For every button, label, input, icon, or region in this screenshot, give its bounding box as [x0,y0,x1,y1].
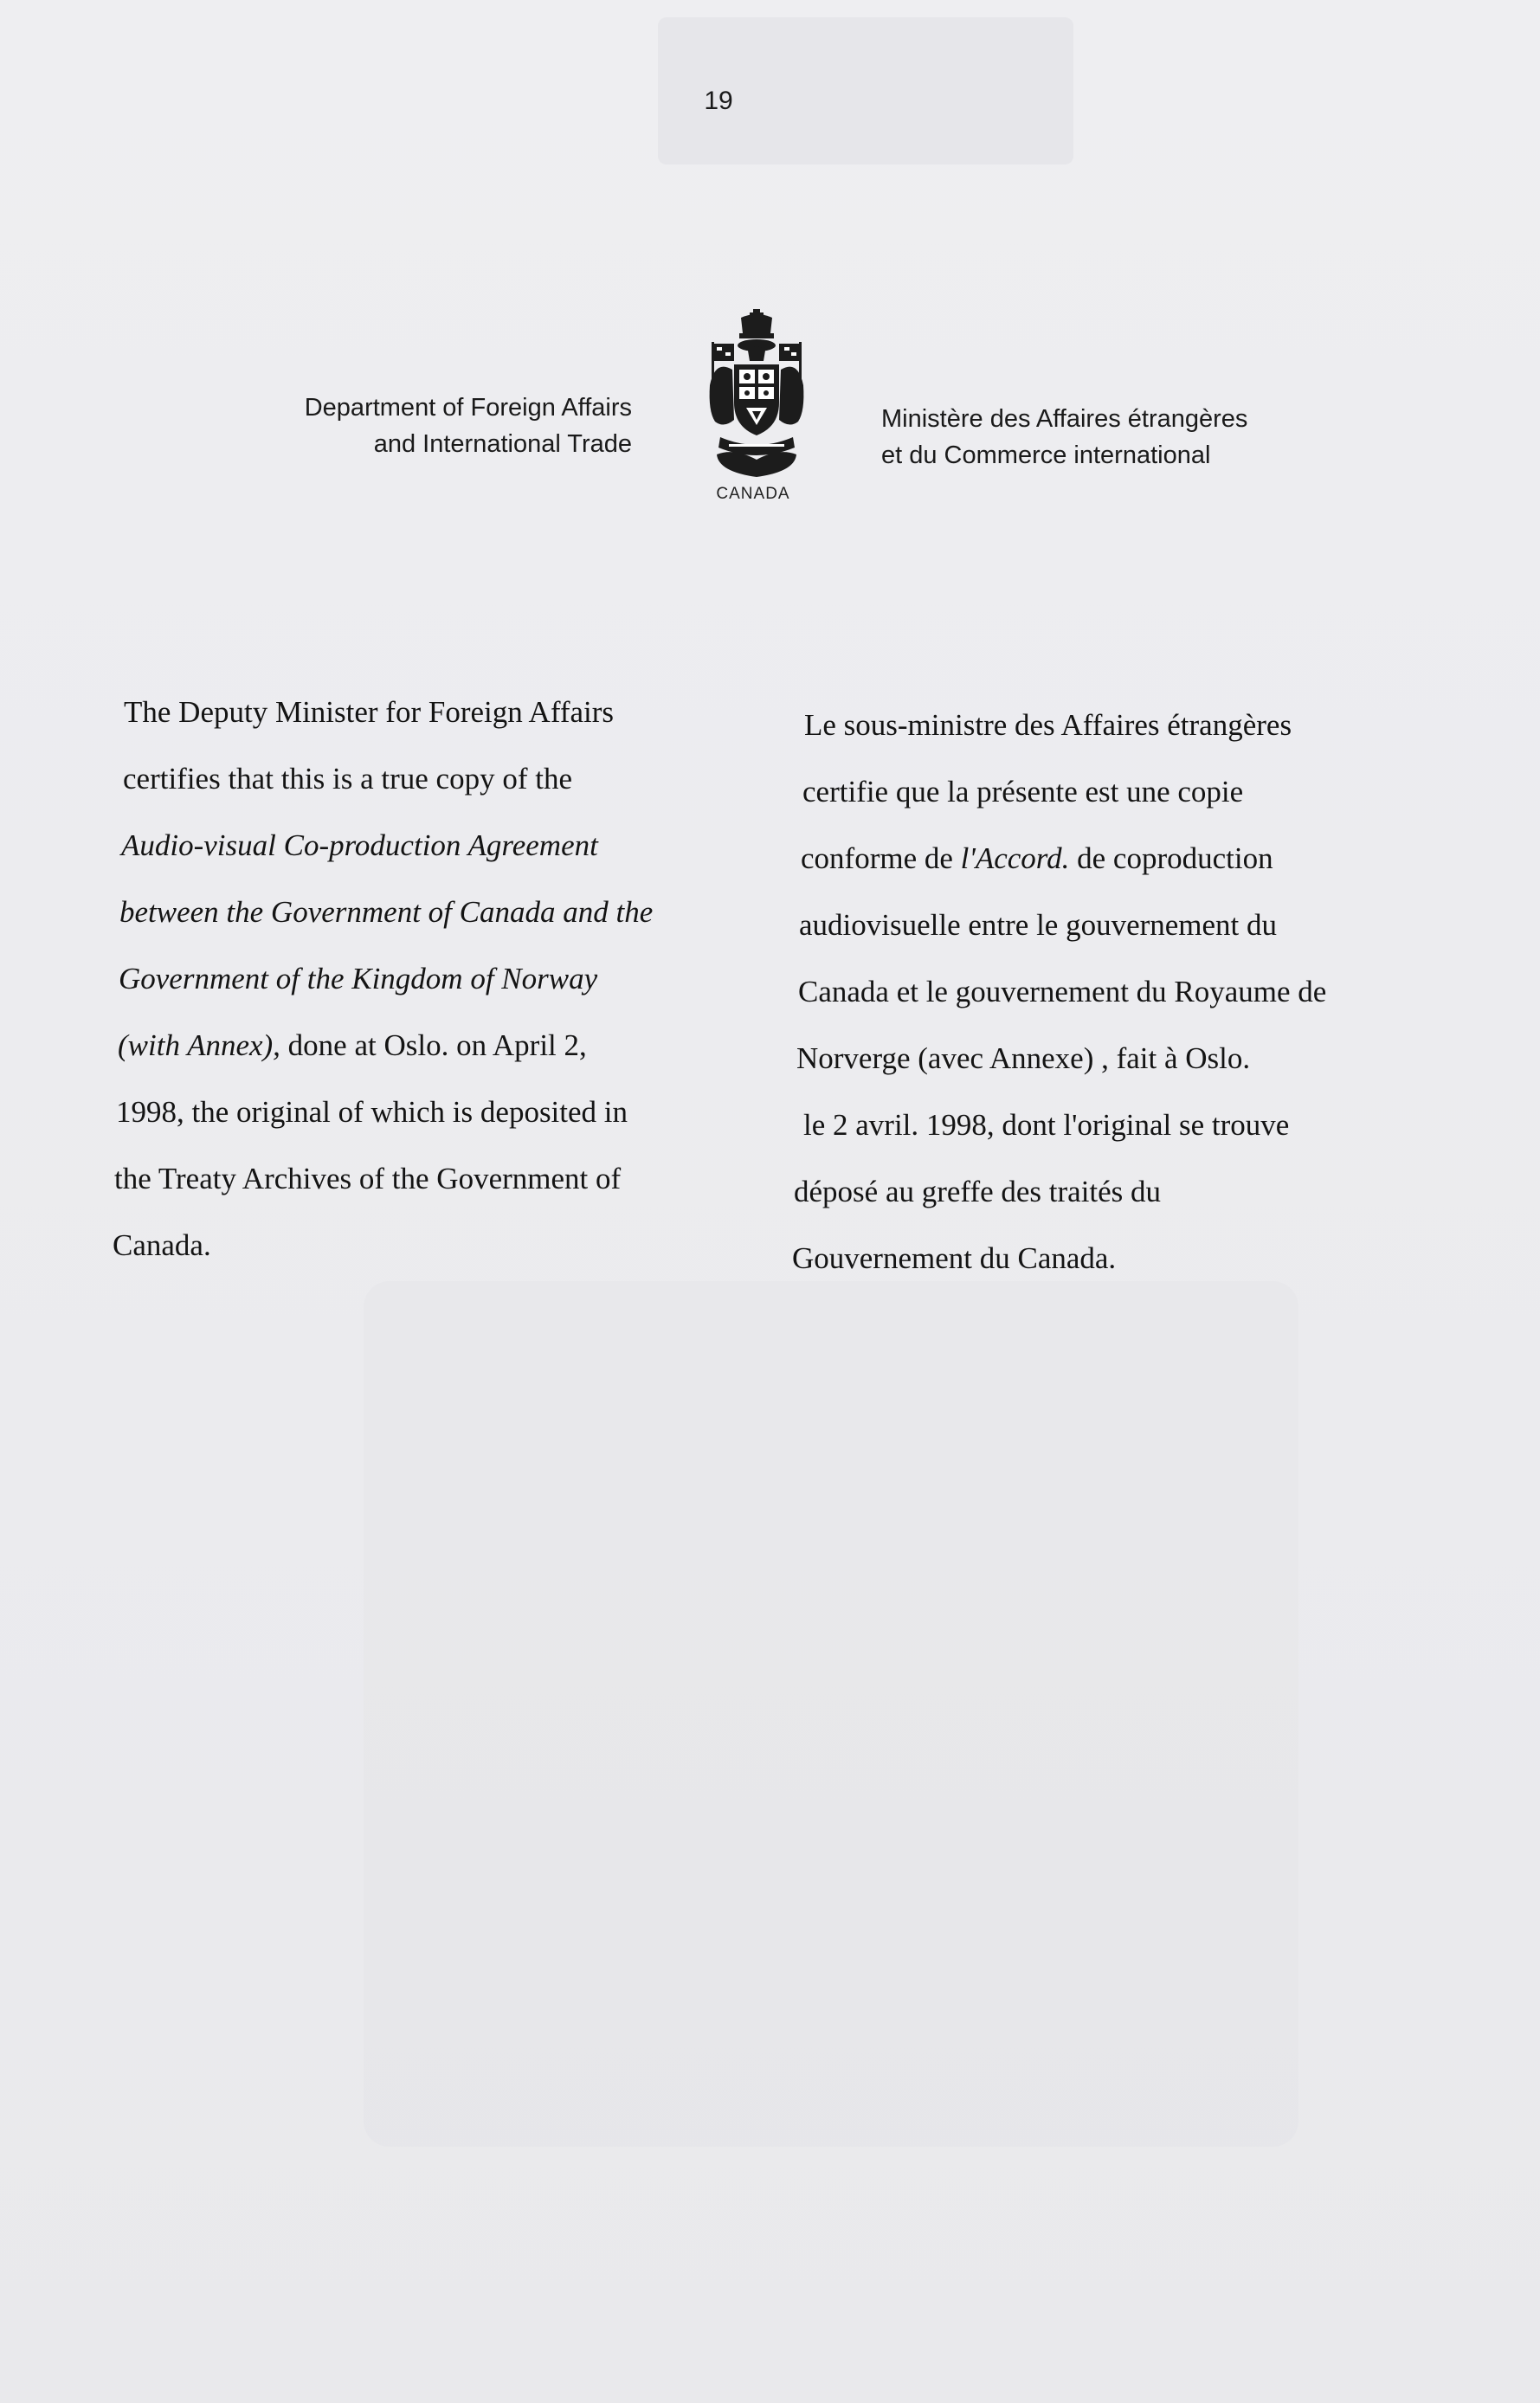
annex-italic: (with Annex), [118,1028,280,1062]
cert-fr-line-7: le 2 avril. 1998, dont l'original se trouve [803,1108,1290,1142]
department-en-line-1: Department of Foreign Affairs [304,394,632,422]
cert-en-line-2: certifies that this is a true copy of the [123,762,573,796]
accord-italic: l'Accord. [960,841,1070,875]
agreement-title-italic: Government of the Kingdom of Norway [119,962,598,995]
cert-fr-line-3 [801,841,1273,876]
cert-fr-line-3-post: de coproduction [1069,841,1273,875]
cert-en-line-8: the Treaty Archives of the Government of [114,1162,622,1195]
page-number: 19 [704,87,733,115]
cert-fr-line-8: déposé au greffe des traités du [794,1175,1162,1208]
cert-fr-line-2: certifie que la présente est une copie [802,775,1244,809]
cert-en-line-9: Canada. [113,1228,211,1262]
department-fr-line-1: Ministère des Affaires étrangères [881,405,1248,433]
cert-fr-line-3-pre: conforme de [801,841,961,875]
cert-fr-line-6: Norverge (avec Annexe) , fait à Oslo. [796,1041,1251,1075]
cert-en-line-7: 1998, the original of which is deposited in [116,1095,628,1129]
agreement-title-italic: between the Government of Canada and the [119,895,654,929]
agreement-title-italic: Audio-visual Co-production Agreement [121,828,598,862]
department-en-line-2: and International Trade [373,430,632,458]
cert-fr-line-4: audiovisuelle entre le gouvernement du [799,908,1278,942]
cert-fr-line-1: Le sous-ministre des Affaires étrangères [804,708,1292,742]
department-fr-line-2: et du Commerce international [881,441,1211,469]
cert-fr-line-5: Canada et le gouvernement du Royaume de [798,975,1327,1008]
cert-en-line-1: The Deputy Minister for Foreign Affairs [124,695,615,729]
cert-en-line-6-rest: done at Oslo. on April 2, [280,1028,587,1062]
cert-fr-line-9: Gouvernement du Canada. [792,1241,1117,1275]
country-label: CANADA [716,485,790,503]
